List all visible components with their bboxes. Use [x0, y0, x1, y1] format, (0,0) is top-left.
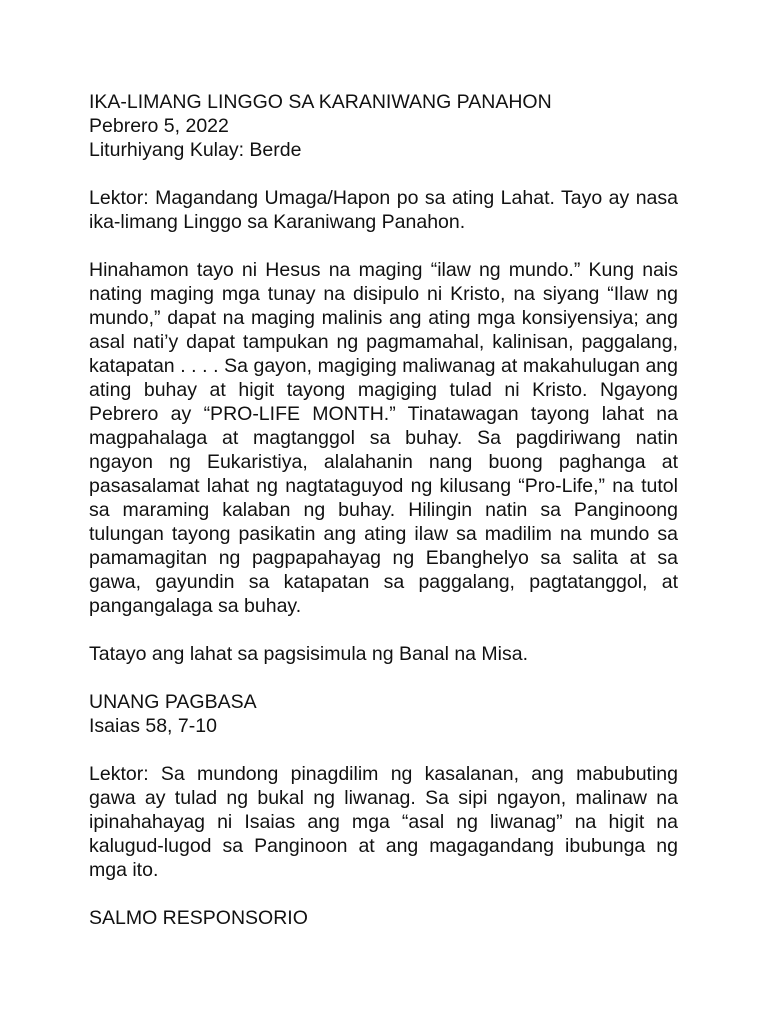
reflection-paragraph: Hinahamon tayo ni Hesus na maging “ilaw ng mundo.” Kung nais nating maging mga tunay na disipulo ni Kristo, na siyang “Ilaw ng mundo,” dapat na maging malinis ang ating mga konsiyensiya; ang asal nati’y dapat tampukan ng pagmamahal, kalinisan, paggalang, katapatan . . . . Sa gayon, magiging maliwanag at makahulugan ang ating buhay at higit tayong magiging tulad ni Kristo. Ngayong Pebrero ay “PRO-LIFE MONTH.” Tinatawagan tayong lahat na magpahalaga at magtanggol sa buhay. Sa pagdiriwang natin ngayon ng Eukaristiya, alalahanin nang buong paghanga at pasasalamat lahat ng nagtataguyod ng kilusang “Pro-Life,” na tutol sa maraming kalaban ng buhay. Hilingin natin sa Panginoong tulungan tayong pasikatin ang ating ilaw sa madilim na mundo sa pamamagitan ng pagpapahayag ng Ebanghelyo sa salita at sa gawa, gayundin sa katapatan sa paggalang, pagtatanggol, at pangangalaga sa buhay. [89, 259, 678, 617]
liturgical-color-line: Liturhiyang Kulay: Berde [89, 139, 302, 161]
first-reading-lektor-paragraph: Lektor: Sa mundong pinagdilim ng kasalanan, ang mabubuting gawa ay tulad ng bukal ng liwanag. Sa sipi ngayon, malinaw na ipinahahayag ni Isaias ang mga “asal ng liwanag” na higit na kalugud-lugod sa Panginoon at ang magagandang ibubunga ng mga ito. [89, 763, 678, 881]
stand-instruction: Tatayo ang lahat sa pagsisimula ng Banal na Misa. [89, 643, 529, 665]
first-reading-heading: UNANG PAGBASA [89, 691, 257, 713]
page-title: IKA-LIMANG LINGGO SA KARANIWANG PANAHON [89, 91, 552, 113]
lektor-greeting-paragraph: Lektor: Magandang Umaga/Hapon po sa ating Lahat. Tayo ay nasa ika-limang Linggo sa Karaniwang Panahon. [89, 187, 678, 233]
date-line: Pebrero 5, 2022 [89, 115, 229, 137]
psalm-heading: SALMO RESPONSORIO [89, 907, 308, 929]
document-page [89, 90, 678, 930]
first-reading-citation: Isaias 58, 7-10 [89, 715, 217, 737]
